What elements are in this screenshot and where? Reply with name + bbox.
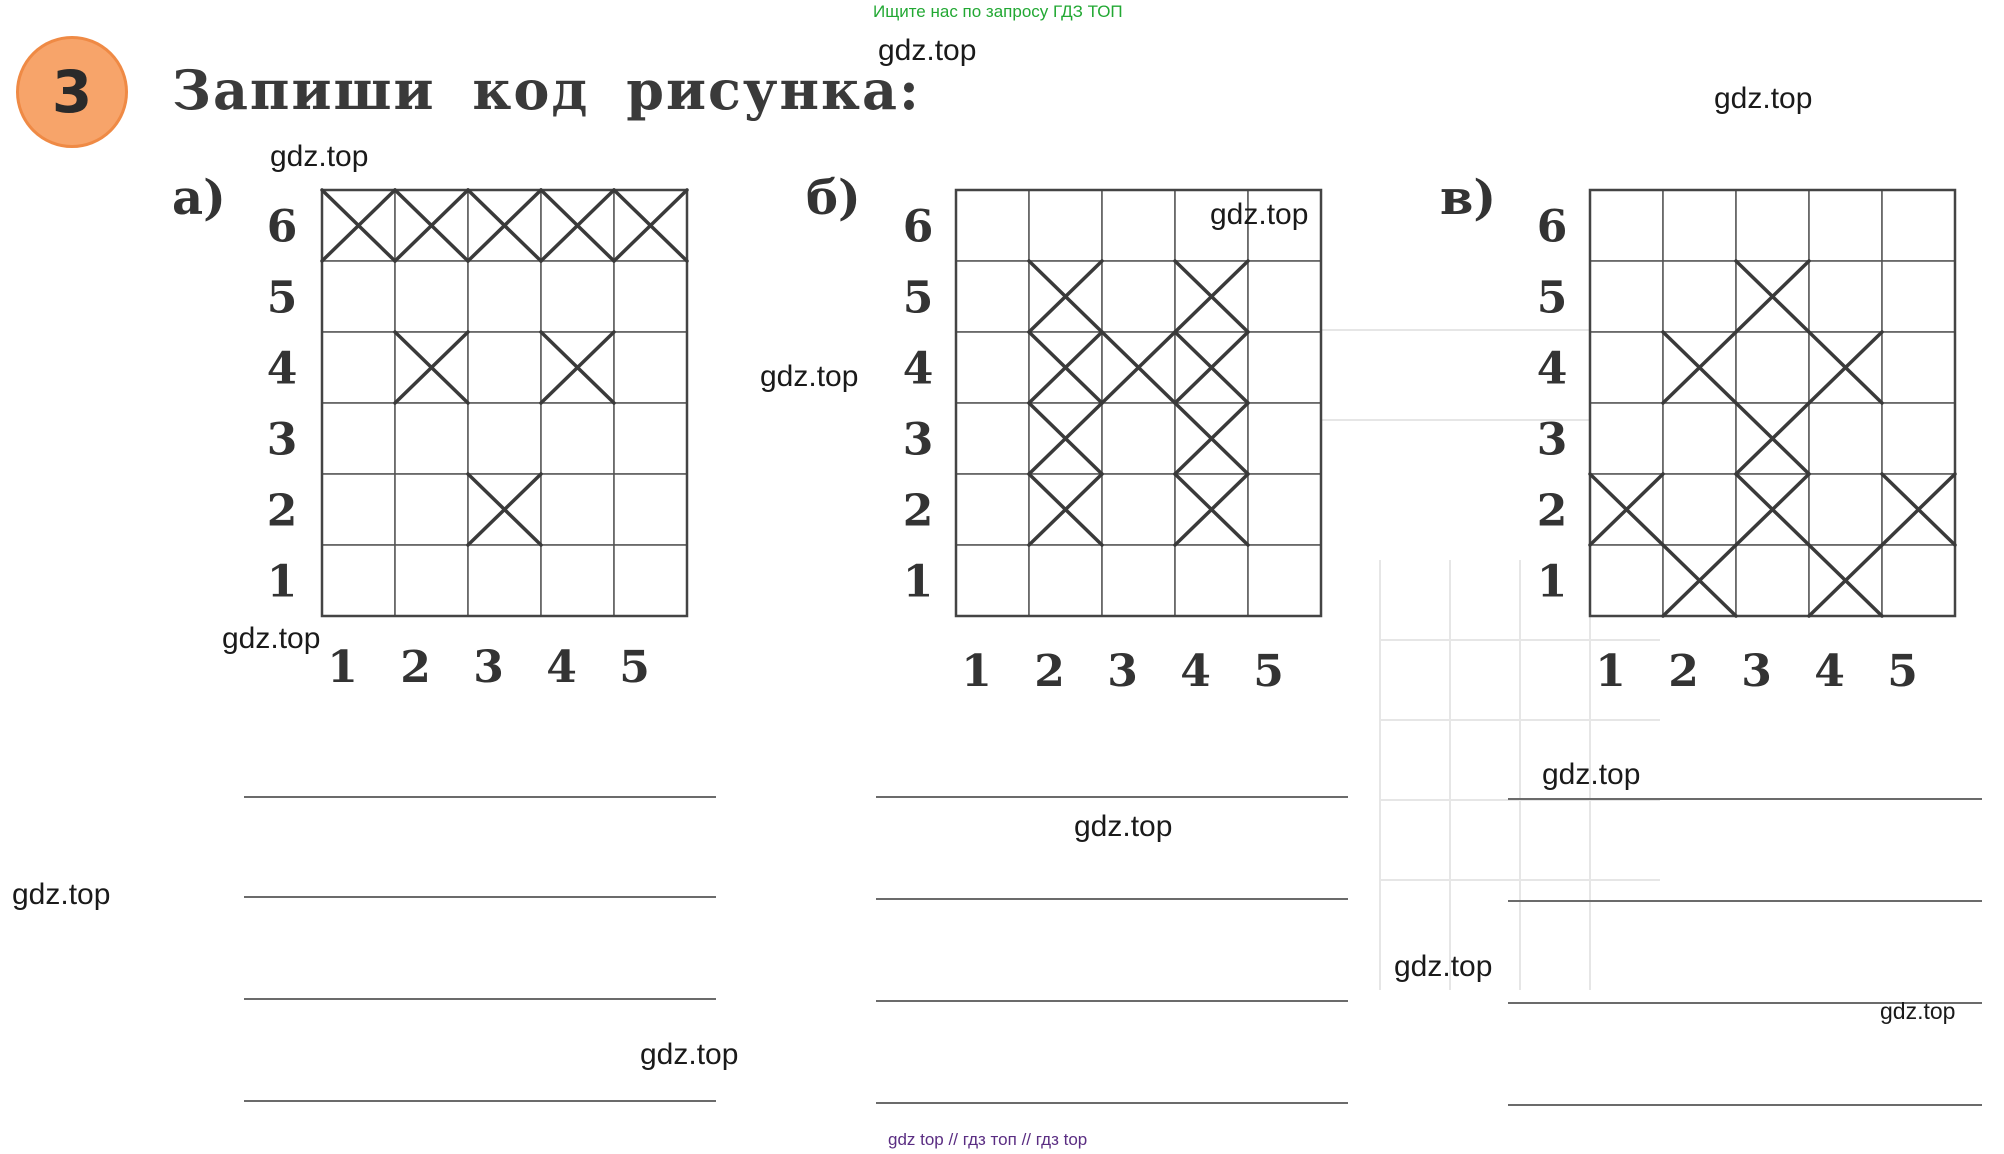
answer-line-a-2[interactable] bbox=[244, 896, 716, 898]
footer-separator: // bbox=[1021, 1130, 1032, 1149]
y-tick-label: 4 bbox=[266, 343, 298, 395]
x-tick-label: 5 bbox=[1253, 646, 1284, 697]
part-b-label: б) bbox=[806, 170, 861, 226]
x-tick-label: 2 bbox=[400, 642, 431, 693]
watermark: gdz.top bbox=[878, 34, 977, 67]
x-tick-label: 4 bbox=[1814, 646, 1845, 697]
grid-cell bbox=[1809, 190, 1882, 261]
grid-cell bbox=[1809, 403, 1882, 474]
answer-line-c-2[interactable] bbox=[1508, 900, 1982, 902]
x-tick-label: 3 bbox=[1107, 646, 1138, 697]
grid-cell bbox=[1663, 403, 1736, 474]
watermark: gdz.top bbox=[1542, 758, 1641, 791]
grid-cell bbox=[1663, 261, 1736, 332]
task-title: Запиши код рисунка: bbox=[172, 58, 921, 122]
answer-line-b-1[interactable] bbox=[876, 796, 1348, 798]
y-tick-label: 4 bbox=[902, 343, 934, 395]
y-tick-label: 5 bbox=[902, 272, 934, 324]
grid-cell bbox=[1590, 545, 1663, 616]
x-tick-label: 3 bbox=[1741, 646, 1772, 697]
footer-link-2[interactable]: гдз топ bbox=[962, 1130, 1017, 1149]
answer-line-c-1[interactable] bbox=[1508, 798, 1982, 800]
part-c-label: в) bbox=[1440, 170, 1497, 226]
grid-cell bbox=[1882, 403, 1955, 474]
grid-cell bbox=[1590, 190, 1663, 261]
grid-cell bbox=[1736, 332, 1809, 403]
grid-cell bbox=[1736, 545, 1809, 616]
watermark: gdz.top bbox=[1210, 198, 1309, 231]
footer-link-3[interactable]: гдз top bbox=[1035, 1130, 1088, 1149]
y-tick-label: 2 bbox=[1536, 485, 1568, 537]
grid-cell bbox=[1590, 403, 1663, 474]
y-tick-label: 4 bbox=[1536, 343, 1568, 395]
answer-line-b-4[interactable] bbox=[876, 1102, 1348, 1104]
y-tick-label: 2 bbox=[902, 485, 934, 537]
grid-cell bbox=[1809, 474, 1882, 545]
y-tick-label: 1 bbox=[1536, 556, 1568, 608]
y-tick-label: 6 bbox=[266, 201, 298, 253]
y-tick-label: 1 bbox=[902, 556, 934, 608]
y-tick-label: 3 bbox=[902, 414, 934, 466]
answer-line-a-4[interactable] bbox=[244, 1100, 716, 1102]
watermark: gdz.top bbox=[1074, 810, 1173, 843]
grid-cell bbox=[1882, 261, 1955, 332]
answer-line-a-3[interactable] bbox=[244, 998, 716, 1000]
y-tick-label: 3 bbox=[266, 414, 298, 466]
watermark: gdz.top bbox=[1880, 998, 1956, 1024]
watermark: gdz.top bbox=[760, 360, 859, 393]
x-tick-label: 1 bbox=[1595, 646, 1626, 697]
x-tick-label: 2 bbox=[1034, 646, 1065, 697]
grid-cell bbox=[1882, 545, 1955, 616]
answer-line-c-4[interactable] bbox=[1508, 1104, 1982, 1106]
grid-cell bbox=[1663, 190, 1736, 261]
y-tick-label: 3 bbox=[1536, 414, 1568, 466]
y-tick-label: 1 bbox=[266, 556, 298, 608]
watermark: gdz.top bbox=[640, 1038, 739, 1071]
x-tick-label: 4 bbox=[1180, 646, 1211, 697]
x-tick-label: 2 bbox=[1668, 646, 1699, 697]
footer-link-1[interactable]: gdz top bbox=[888, 1130, 944, 1149]
grid-cell bbox=[1882, 332, 1955, 403]
answer-line-b-3[interactable] bbox=[876, 1000, 1348, 1002]
watermark: gdz.top bbox=[270, 140, 369, 173]
task-number-badge: 3 bbox=[16, 36, 128, 148]
x-tick-label: 4 bbox=[546, 642, 577, 693]
x-tick-label: 3 bbox=[473, 642, 504, 693]
part-a-label: а) bbox=[172, 170, 226, 226]
header-search-hint[interactable]: Ищите нас по запросу ГДЗ ТОП bbox=[873, 2, 1123, 21]
y-tick-label: 5 bbox=[1536, 272, 1568, 324]
footer-separator: // bbox=[948, 1130, 958, 1149]
y-tick-label: 6 bbox=[902, 201, 934, 253]
grid-cell bbox=[1809, 261, 1882, 332]
y-tick-label: 5 bbox=[266, 272, 298, 324]
grid-cell bbox=[1590, 261, 1663, 332]
y-tick-label: 2 bbox=[266, 485, 298, 537]
watermark: gdz.top bbox=[1394, 950, 1493, 983]
x-tick-label: 5 bbox=[1887, 646, 1918, 697]
grid-cell bbox=[1736, 190, 1809, 261]
answer-line-a-1[interactable] bbox=[244, 796, 716, 798]
y-tick-label: 6 bbox=[1536, 201, 1568, 253]
x-tick-label: 1 bbox=[961, 646, 992, 697]
footer-links bbox=[888, 1130, 1087, 1150]
watermark: gdz.top bbox=[12, 878, 111, 911]
grid-cell bbox=[1663, 474, 1736, 545]
grid-cell bbox=[1882, 190, 1955, 261]
x-tick-label: 5 bbox=[619, 642, 650, 693]
watermark: gdz.top bbox=[1714, 82, 1813, 115]
grid-cell bbox=[1590, 332, 1663, 403]
x-tick-label: 1 bbox=[327, 642, 358, 693]
answer-line-b-2[interactable] bbox=[876, 898, 1348, 900]
watermark: gdz.top bbox=[222, 622, 321, 655]
